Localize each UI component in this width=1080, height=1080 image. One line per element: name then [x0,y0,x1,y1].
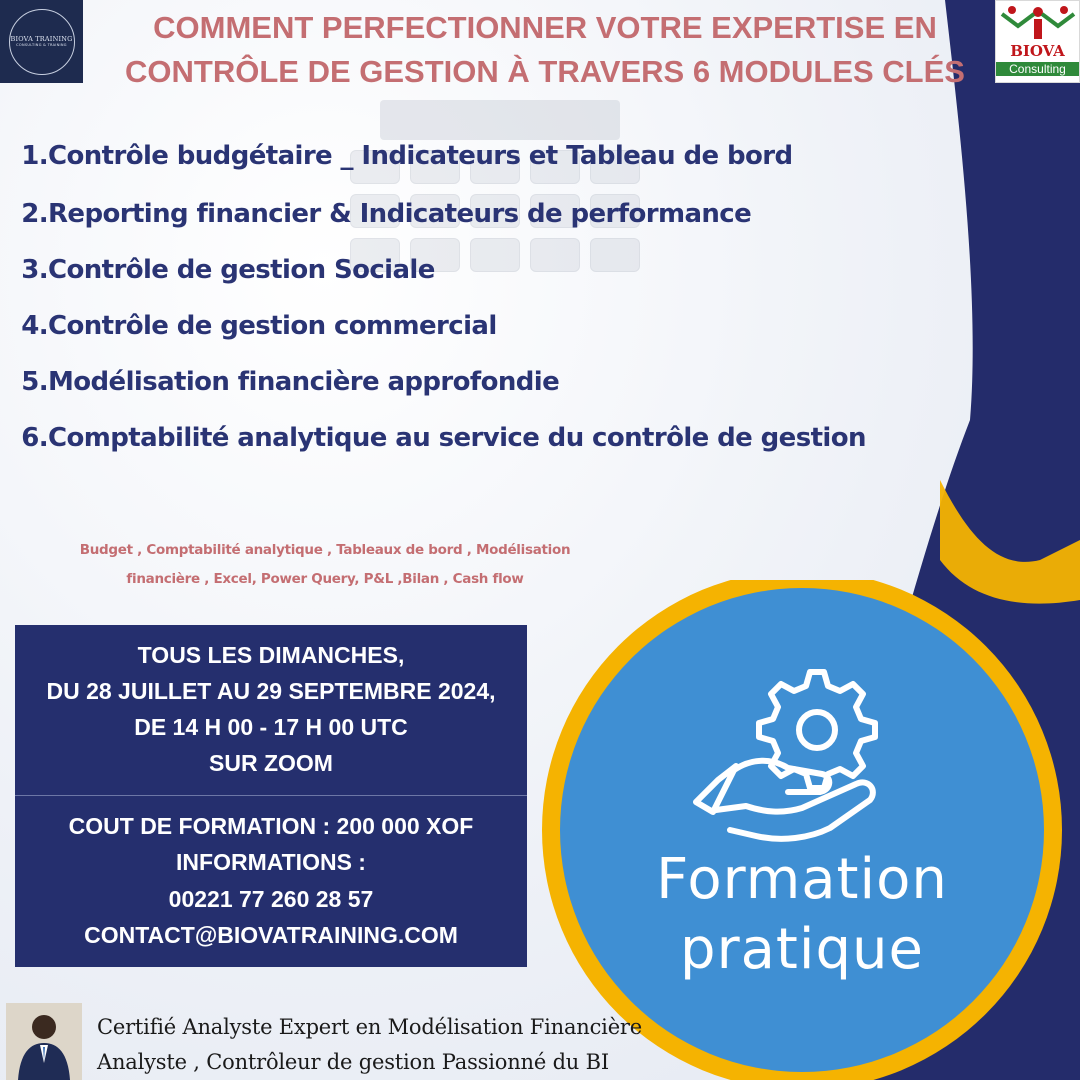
info-label: INFORMATIONS : [176,849,366,875]
schedule-line-3: DE 14 H 00 - 17 H 00 UTC [134,714,408,740]
info-divider [15,795,527,796]
keywords-line-1: Budget , Comptabilité analytique , Tableaux de bord , Modélisation [79,542,571,558]
module-item [0,133,792,179]
schedule-line-1: TOUS LES DIMANCHES, [137,642,405,668]
module-number: 5. [21,367,48,397]
trainer-photo [6,1003,82,1080]
badge-blue-disc [560,588,1044,1072]
logo-right-sub: Consulting [996,62,1079,76]
module-number: 3. [21,255,48,285]
module-number: 1. [21,141,48,171]
module-item [0,247,435,293]
schedule-line-4: SUR ZOOM [209,750,333,776]
biova-training-logo [0,0,83,83]
biova-consulting-logo [995,0,1080,83]
module-number: 4. [21,311,48,341]
keywords-text [10,536,640,594]
module-label: Reporting financier & Indicateurs de performance [48,199,752,229]
info-box [15,625,527,967]
people-icon [998,4,1078,42]
module-label: Modélisation financière approfondie [48,367,560,397]
formation-pratique-badge [520,580,1080,1080]
module-label: Comptabilité analytique au service du contrôle de gestion [48,423,866,453]
module-item [0,303,497,349]
module-label: Contrôle de gestion Sociale [48,255,435,285]
logo-left-name: BIOVA TRAINING [10,34,73,43]
module-item [0,415,866,461]
title-line-1: COMMENT PERFECTIONNER VOTRE EXPERTISE EN [153,10,937,45]
module-number: 2. [21,199,48,229]
contact-phone: 00221 77 260 28 57 [168,886,374,912]
badge-line2: pratique [680,917,924,982]
module-item [0,359,559,405]
page-title [100,6,990,94]
badge-line1: Formation [656,847,948,912]
logo-right-name: BIOVA [1010,42,1065,60]
module-item [0,191,751,237]
keywords-line-2: financière , Excel, Power Query, P&L ,Bilan , Cash flow [126,571,524,587]
module-label: Contrôle budgétaire _ Indicateurs et Tableau de bord [48,141,793,171]
schedule-line-2: DU 28 JUILLET AU 29 SEPTEMBRE 2024, [46,678,496,704]
certification-line-2: Analyste , Contrôleur de gestion Passionné du BI [97,1050,609,1074]
contact-email: CONTACT@BIOVATRAINING.COM [84,922,458,948]
module-label: Contrôle de gestion commercial [48,311,497,341]
logo-left-sub: CONSULTING & TRAINING [16,43,67,47]
title-line-2: CONTRÔLE DE GESTION À TRAVERS 6 MODULES CLÉS [125,54,965,89]
module-number: 6. [21,423,48,453]
certification-line-1: Certifié Analyste Expert en Modélisation Financière [97,1015,642,1039]
training-cost: COUT DE FORMATION : 200 000 XOF [68,813,474,839]
